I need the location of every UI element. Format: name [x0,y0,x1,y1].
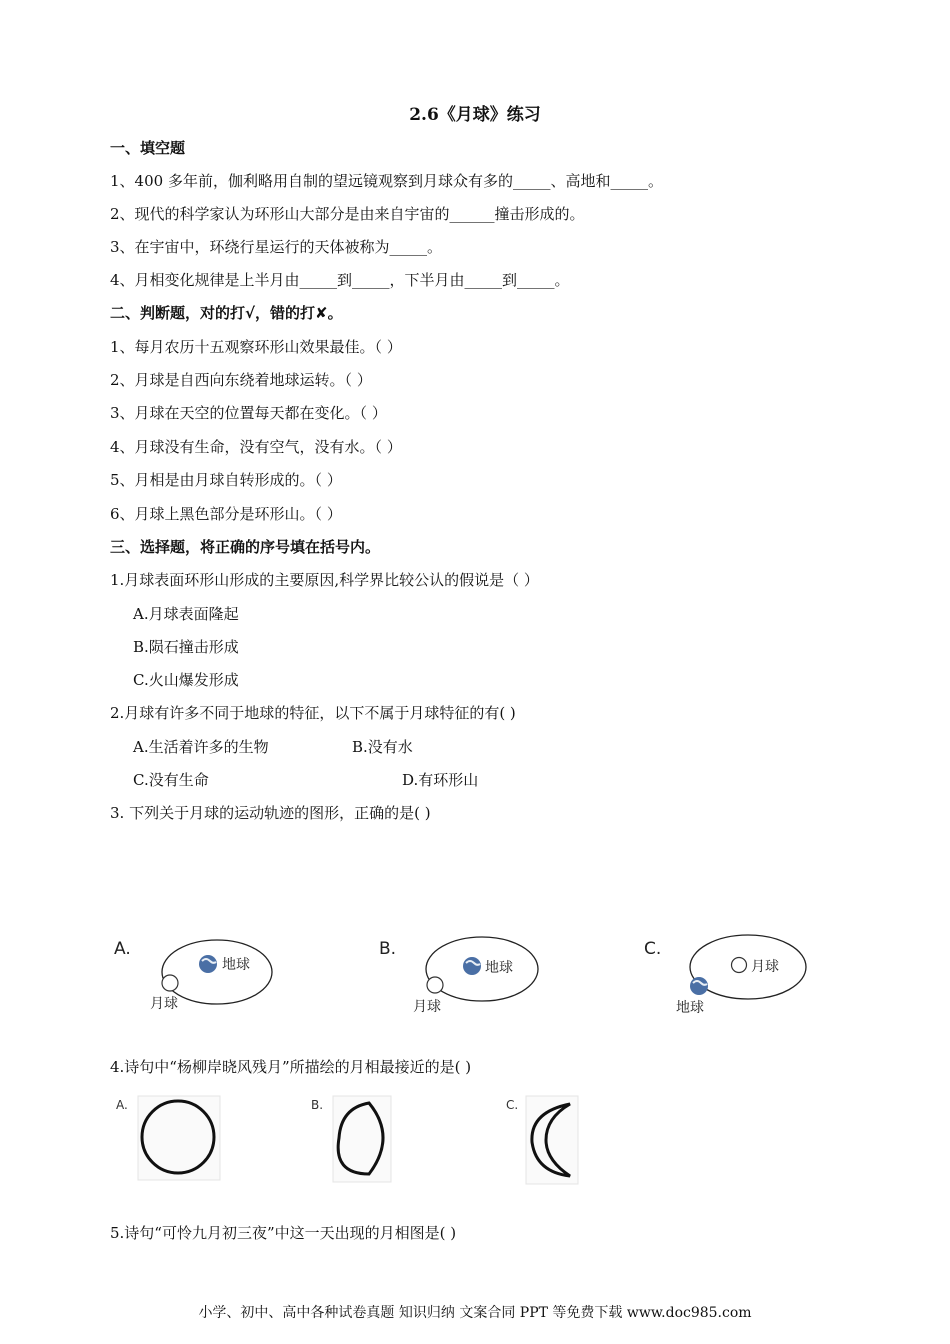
gibbous-moon-drawing [305,1090,405,1185]
q2-option-c: C.没有生命 [133,771,209,789]
moon-phase-c-label: C. [506,1098,519,1112]
judge-question-6: 6、月球上黑色部分是环形山。（ ） [110,505,342,523]
figure-a-earth-label: 地球 [222,957,250,973]
fill-question-3: 3、在宇宙中，环绕行星运行的天体被称为_____。 [110,238,443,256]
moon-phase-a-label: A. [116,1098,128,1112]
orbit-figure-a [110,925,280,1025]
choice-question-4: 4.诗句中“杨柳岸晓风残月”所描绘的月相最接近的是( ) [110,1058,472,1076]
full-moon-drawing [110,1090,230,1185]
moon-phase-figure-a [110,1090,230,1185]
earth-globe-c [690,977,708,995]
section3-heading: 三、选择题，将正确的序号填在括号内。 [110,538,381,556]
figure-c-label: C. [644,939,662,959]
section2-heading: 二、判断题，对的打√，错的打✘。 [110,304,343,322]
choice-question-2: 2.月球有许多不同于地球的特征，以下不属于月球特征的有( ) [110,704,516,722]
figure-c-moon-label: 月球 [751,959,779,975]
figure-b-earth-label: 地球 [485,960,513,976]
fill-question-1: 1、400 多年前，伽利略用自制的望远镜观察到月球众有多的_____、高地和_____。 [110,172,663,190]
judge-question-5: 5、月相是由月球自转形成的。（ ） [110,471,342,489]
choice-question-3: 3. 下列关于月球的运动轨迹的图形，正确的是( ) [110,804,431,822]
orbit-diagram-a [110,925,280,1025]
judge-question-2: 2、月球是自西向东绕着地球运转。（ ） [110,371,372,389]
q1-option-c: C.火山爆发形成 [133,671,239,689]
moon-phase-figure-c [498,1090,598,1185]
crescent-moon-drawing [498,1090,598,1185]
moon-circle-a [162,975,178,991]
q1-option-b: B.陨石撞击形成 [133,638,239,656]
moon-phase-figure-b [305,1090,405,1185]
orbit-figure-b [375,925,545,1025]
q2-option-a: A.生活着许多的生物 [133,738,269,756]
moon-circle-b [427,977,443,993]
figure-a-moon-label: 月球 [150,996,178,1012]
section1-heading: 一、填空题 [110,139,186,157]
q1-option-a: A.月球表面隆起 [133,605,239,623]
choice-question-1: 1.月球表面环形山形成的主要原因,科学界比较公认的假说是（ ） [110,571,539,589]
judge-question-1: 1、每月农历十五观察环形山效果最佳。（ ） [110,338,402,356]
figure-c-earth-label: 地球 [676,1000,704,1016]
q2-option-d: D.有环形山 [402,771,479,789]
orbit-diagram-b [375,925,545,1025]
q2-option-b: B.没有水 [352,738,413,756]
fill-question-2: 2、现代的科学家认为环形山大部分是由来自宇宙的______撞击形成的。 [110,205,585,223]
page-title: 2.6《月球》练习 [409,105,541,125]
earth-globe-a [199,955,217,973]
moon-circle-c [732,958,747,973]
figure-a-label: A. [114,939,131,959]
earth-globe-b [463,957,481,975]
judge-question-4: 4、月球没有生命，没有空气，没有水。（ ） [110,438,402,456]
judge-question-3: 3、月球在天空的位置每天都在变化。（ ） [110,404,387,422]
figure-b-label: B. [379,939,397,959]
fill-question-4: 4、月相变化规律是上半月由_____到_____，下半月由_____到_____。 [110,271,570,289]
choice-question-5: 5.诗句“可怜九月初三夜”中这一天出现的月相图是( ) [110,1224,457,1242]
page-footer: 小学、初中、高中各种试卷真题 知识归纳 文案合同 PPT 等免费下载 www.doc985.com [198,1305,752,1321]
orbit-diagram-c [640,925,815,1025]
moon-phase-b-label: B. [311,1098,324,1112]
figure-b-moon-label: 月球 [413,999,441,1015]
orbit-figure-c [640,925,815,1025]
